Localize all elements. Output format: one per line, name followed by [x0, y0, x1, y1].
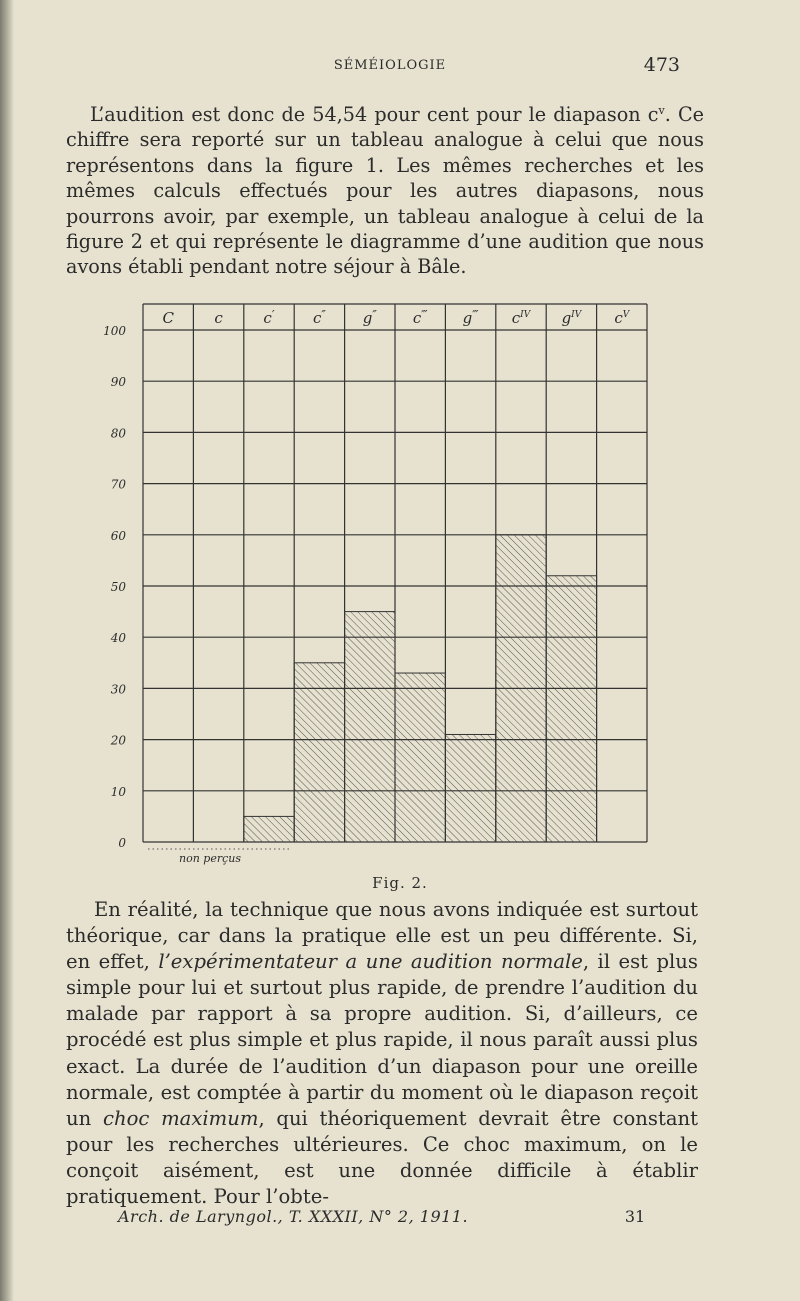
page-number: 473	[643, 54, 680, 76]
bar-3	[294, 663, 344, 842]
footer-source	[118, 1207, 518, 1226]
y-tick-label-2: 20	[110, 733, 126, 748]
category-label-2: c′	[263, 308, 275, 327]
category-label-3: c″	[312, 308, 326, 327]
y-tick-label-9: 90	[110, 375, 126, 390]
paragraph-technique-text-1: En réalité, la technique que nous avons indiquée est surtout théorique, car dans la pratique elle est un peu différente. Si, en effet,	[66, 898, 698, 974]
bar-5	[395, 673, 445, 842]
category-label-7: $c^{IV}$	[511, 309, 531, 327]
bar-4	[345, 612, 395, 842]
y-tick-label-6: 60	[110, 528, 126, 543]
y-tick-label-8: 80	[110, 426, 126, 441]
y-tick-label-10: 100	[103, 324, 126, 338]
category-label-4: g″	[362, 308, 377, 327]
category-label-8: $g^{IV}$	[561, 309, 582, 327]
y-tick-label-1: 10	[110, 784, 126, 799]
y-tick-label-3: 30	[110, 682, 126, 697]
category-label-9: $c^V$	[614, 309, 630, 327]
paragraph-intro-text-1: L’audition est donc de 54,54 pour cent pour le diapason c	[90, 103, 659, 126]
paragraph-intro-superscript: v	[658, 104, 665, 117]
non-percus-label: non perçus	[179, 852, 241, 865]
bar-8	[546, 576, 596, 842]
paragraph-technique-text-3: , qui théoriquement devrait être constant pour les recherches ultérieures. Ce choc maximum, on le conçoit aisément, est une donnée difficile à établir pratiquement. Pour l’obte-	[66, 1106, 699, 1209]
category-label-1: c	[214, 309, 223, 327]
y-tick-label-0: 0	[118, 836, 126, 850]
y-tick-label-4: 40	[110, 631, 126, 646]
y-tick-label-5: 50	[110, 580, 126, 594]
category-label-5: c‴	[412, 308, 428, 327]
paragraph-technique-text-2: , il est plus simple pour lui et surtout plus rapide, de prendre l’audition du malade par rapport à sa propre audition. Si, d’ailleurs, ce procédé est plus simple et plus rapide, il nous paraît aussi plus exact. La durée de l’audition d’un diapason pour une oreille normale, est comptée à partir du moment où le diapason reçoit un	[66, 950, 698, 1130]
bar-6	[445, 734, 495, 842]
category-label-0: C	[162, 309, 174, 327]
bar-2	[244, 816, 294, 842]
running-head: SÉMÉIOLOGIE	[333, 58, 447, 73]
paragraph-intro-text-2: . Ce chiffre sera reporté sur un tableau analogue à celui que nous représentons dans la figure 1. Les mêmes recherches et les mêmes calculs effectués pour les autres diapasons, nous pourrons avoir, par exemple, un tableau analogue à celui de la figure 2 et qui représente le diagramme d’une audition que nous avons établi pendant notre séjour à Bâle.	[66, 103, 704, 279]
paragraph-technique-emphasis-1: l’expérimentateur a une audition normale	[158, 950, 583, 974]
y-tick-label-7: 70	[110, 477, 126, 492]
paragraph-technique-emphasis-2: choc maximum	[102, 1106, 259, 1130]
footer-signature: 31	[624, 1207, 646, 1226]
paragraph-technique	[66, 897, 698, 1210]
figure-caption: Fig. 2.	[372, 874, 428, 892]
footer-source-text: Arch. de Laryngol., T. XXXII, N° 2, 1911.	[118, 1207, 469, 1226]
category-label-6: g‴	[462, 308, 479, 327]
